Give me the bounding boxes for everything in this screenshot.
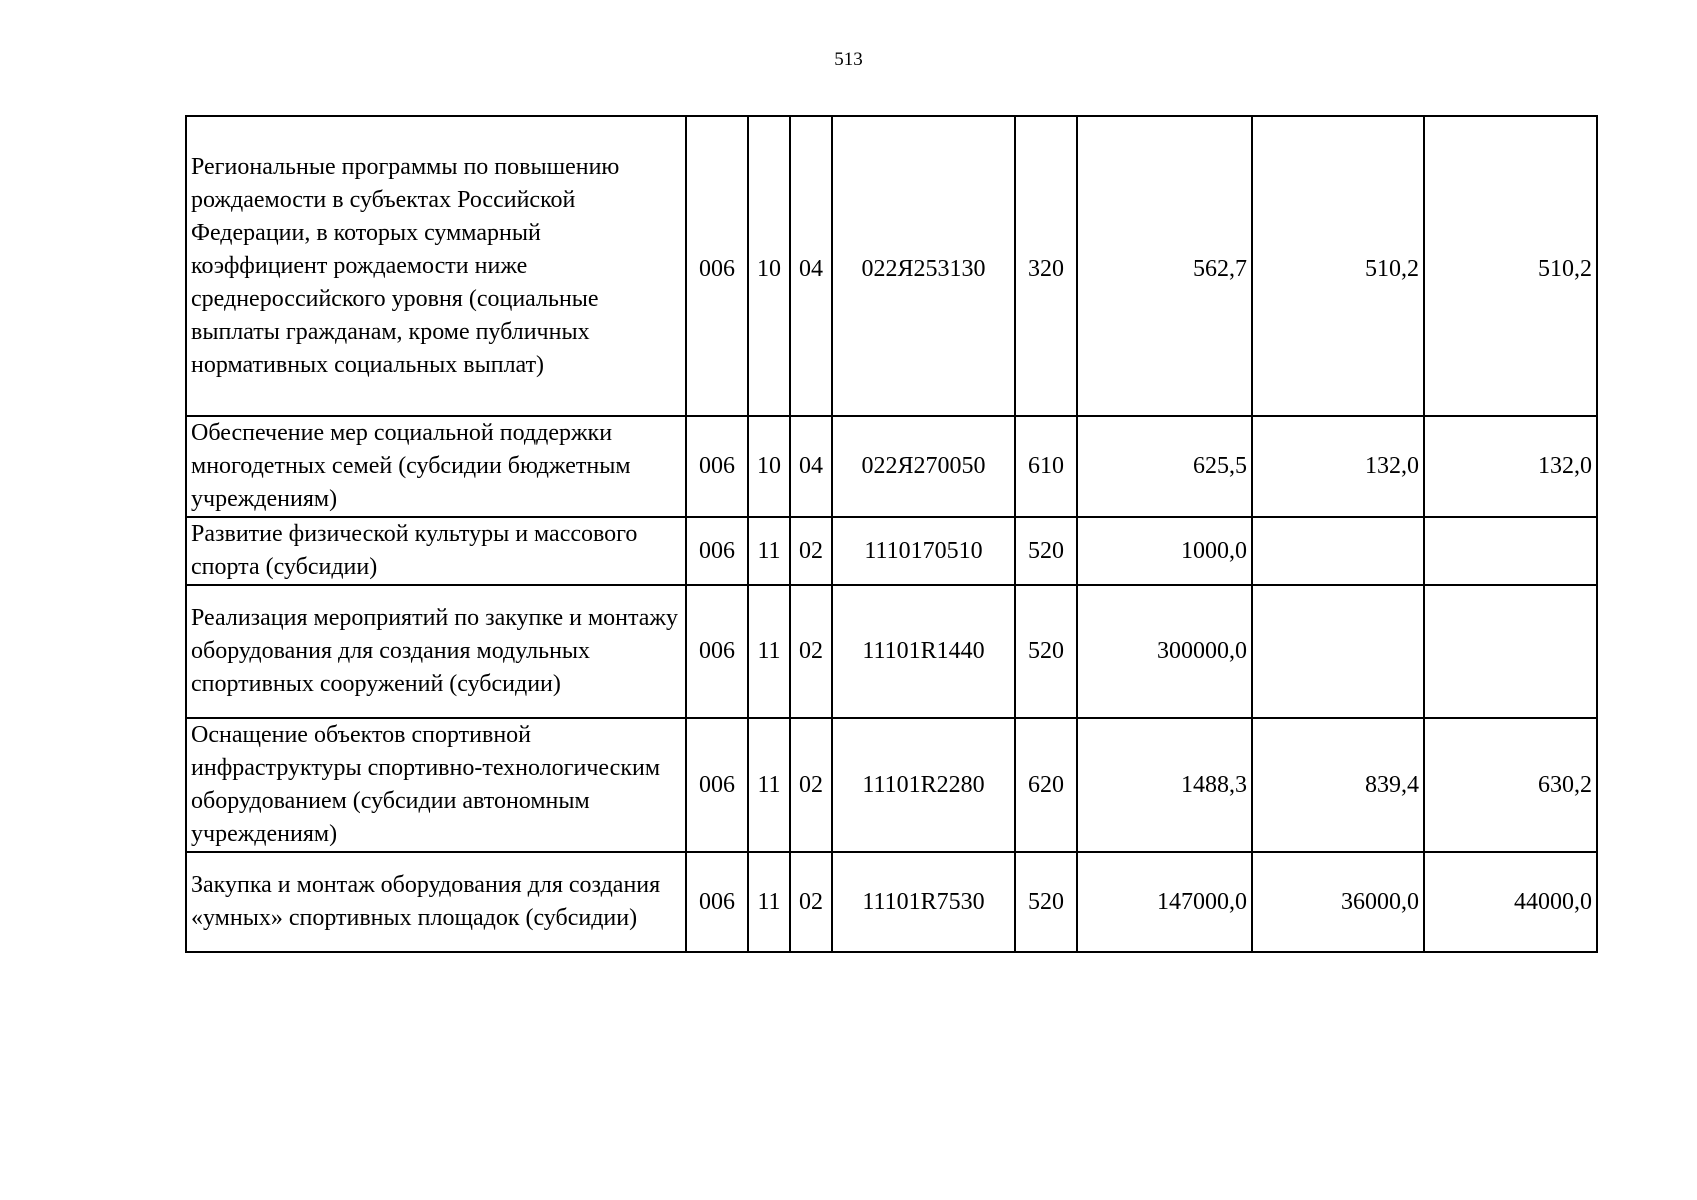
amount-year-3: [1424, 585, 1597, 718]
row-description: Реализация мероприятий по закупке и монтажу оборудования для создания модульных спортивных сооружений (субсидии): [186, 585, 686, 718]
subsection-code: 02: [790, 517, 832, 585]
page-number: 513: [834, 49, 863, 70]
ministry-code: 006: [686, 517, 748, 585]
row-description: Обеспечение мер социальной поддержки многодетных семей (субсидии бюджетным учреждениям): [186, 416, 686, 517]
amount-year-2: 132,0: [1252, 416, 1424, 517]
amount-year-1: 625,5: [1077, 416, 1252, 517]
row-description: Закупка и монтаж оборудования для создания «умных» спортивных площадок (субсидии): [186, 852, 686, 952]
expense-type-code: 620: [1015, 718, 1077, 852]
ministry-code: 006: [686, 585, 748, 718]
target-article-code: 11101R1440: [832, 585, 1015, 718]
expense-type-code: 520: [1015, 517, 1077, 585]
amount-year-1: 1488,3: [1077, 718, 1252, 852]
subsection-code: 02: [790, 852, 832, 952]
budget-table: [185, 115, 1598, 953]
subsection-code: 02: [790, 718, 832, 852]
amount-year-1: 1000,0: [1077, 517, 1252, 585]
table-row: [186, 852, 1597, 952]
amount-year-2: 839,4: [1252, 718, 1424, 852]
subsection-code: 04: [790, 116, 832, 416]
row-description: Оснащение объектов спортивной инфраструктуры спортивно-технологическим оборудованием (субсидии автономным учреждениям): [186, 718, 686, 852]
row-description: Развитие физической культуры и массового спорта (субсидии): [186, 517, 686, 585]
section-code: 10: [748, 116, 790, 416]
target-article-code: 1110170510: [832, 517, 1015, 585]
amount-year-3: 132,0: [1424, 416, 1597, 517]
subsection-code: 04: [790, 416, 832, 517]
amount-year-3: [1424, 517, 1597, 585]
ministry-code: 006: [686, 852, 748, 952]
target-article-code: 022Я270050: [832, 416, 1015, 517]
row-description: Региональные программы по повышению рождаемости в субъектах Российской Федерации, в которых суммарный коэффициент рождаемости ниже среднероссийского уровня (социальные выплаты гражданам, кроме публичных нормативных социальных выплат): [186, 116, 686, 416]
amount-year-2: 36000,0: [1252, 852, 1424, 952]
amount-year-3: 630,2: [1424, 718, 1597, 852]
ministry-code: 006: [686, 416, 748, 517]
section-code: 11: [748, 517, 790, 585]
target-article-code: 11101R2280: [832, 718, 1015, 852]
section-code: 11: [748, 852, 790, 952]
expense-type-code: 520: [1015, 852, 1077, 952]
expense-type-code: 320: [1015, 116, 1077, 416]
expense-type-code: 610: [1015, 416, 1077, 517]
ministry-code: 006: [686, 116, 748, 416]
amount-year-2: [1252, 585, 1424, 718]
amount-year-3: 510,2: [1424, 116, 1597, 416]
amount-year-1: 147000,0: [1077, 852, 1252, 952]
section-code: 11: [748, 718, 790, 852]
amount-year-2: [1252, 517, 1424, 585]
section-code: 10: [748, 416, 790, 517]
amount-year-1: 562,7: [1077, 116, 1252, 416]
amount-year-2: 510,2: [1252, 116, 1424, 416]
expense-type-code: 520: [1015, 585, 1077, 718]
table-row: [186, 116, 1597, 416]
section-code: 11: [748, 585, 790, 718]
table-row: [186, 585, 1597, 718]
amount-year-1: 300000,0: [1077, 585, 1252, 718]
ministry-code: 006: [686, 718, 748, 852]
target-article-code: 022Я253130: [832, 116, 1015, 416]
table-row: [186, 718, 1597, 852]
table-row: [186, 416, 1597, 517]
target-article-code: 11101R7530: [832, 852, 1015, 952]
amount-year-3: 44000,0: [1424, 852, 1597, 952]
table-row: [186, 517, 1597, 585]
subsection-code: 02: [790, 585, 832, 718]
